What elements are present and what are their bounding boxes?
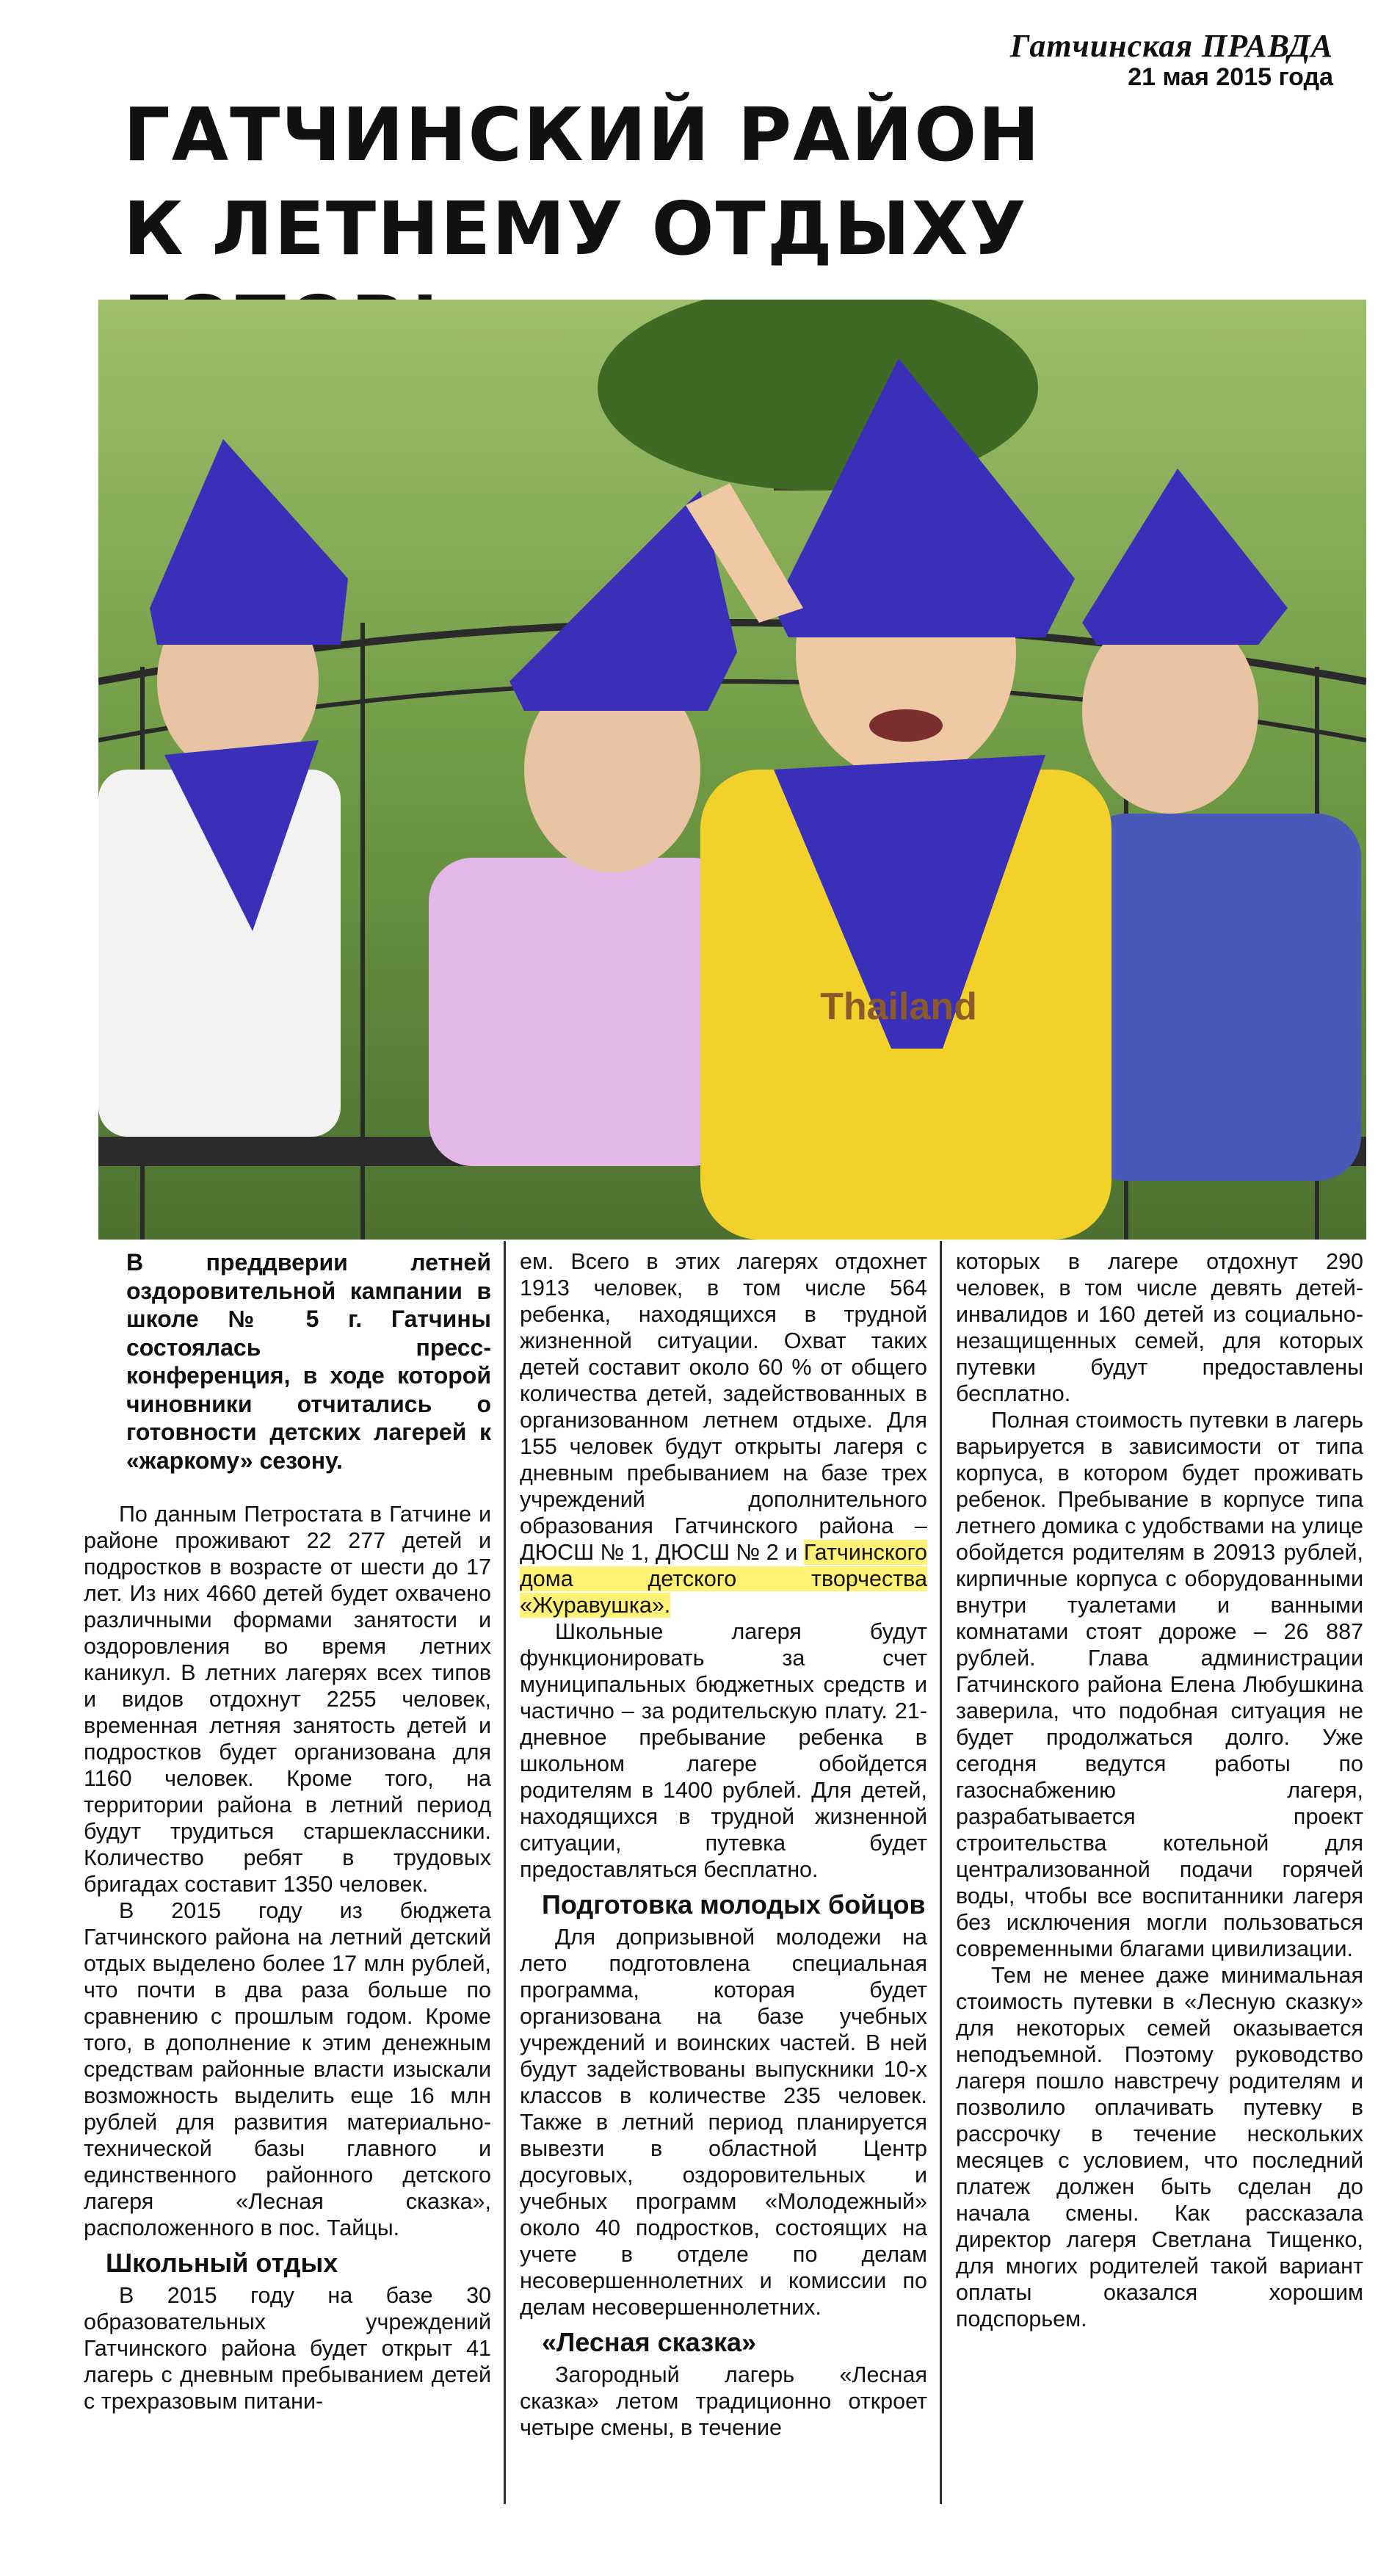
- paragraph: [520, 1248, 927, 1618]
- paragraph: Загородный лагерь «Лесная сказка» летом традиционно откроет четыре смены, в течение: [520, 2362, 927, 2440]
- newspaper-title: Гатчинская ПРАВДА: [1009, 28, 1333, 64]
- column-divider-1: [504, 1241, 506, 2504]
- issue-date: 21 мая 2015 года: [1128, 63, 1333, 91]
- headline-line-1: ГАТЧИНСКИЙ РАЙОН: [123, 92, 1041, 178]
- subheading-school-rest: Школьный отдых: [106, 2248, 338, 2278]
- paragraph: Тем не менее даже минимальная стоимость путевки в «Лесную сказку» для некоторых семей оказывается неподъемной. Поэтому руководство лагеря пошло навстречу родителям и позволило оплачивать путевку в рассрочку в течение нескольких месяцев с условием, что последний платеж должен быть сделан до начала смены. Как рассказала директор лагеря Светлана Тищенко, для многих родителей такой вариант оплаты оказался хорошим подспорьем.: [956, 1963, 1363, 2331]
- shirt-print-text: Thailand: [820, 985, 977, 1028]
- highlighted-text: Гатчинского дома детского творчества «Журавушка».: [520, 1540, 927, 1618]
- article-lead: В преддверии летней оздоровительной кампании в школе № 5 г. Гатчины состоялась пресс-конференция, в ходе которой чиновники отчитались о готовности детских лагерей к «жаркому» сезону.: [126, 1249, 491, 1474]
- masthead: [1010, 29, 1333, 91]
- article-column-3: [956, 1248, 1363, 2332]
- photo-children-in-caps: [98, 300, 1366, 1240]
- headline-line-2: К ЛЕТНЕМУ ОТДЫХУ: [123, 186, 1028, 272]
- column-divider-2: [940, 1241, 942, 2504]
- paragraph: Школьные лагеря будут функционировать за счет муниципальных бюджетных средств и частично – за родительскую плату. 21-дневное пребывание ребенка в школьном лагере обойдется родителям в 1400 рублей. Для детей, находящихся в трудной жизненной ситуации, путевка будет предоставляться бесплатно.: [520, 1619, 927, 1882]
- article-column-2: [520, 1248, 927, 2441]
- subheading-young-fighters: Подготовка молодых бойцов: [542, 1889, 926, 1920]
- paragraph-text: ем. Всего в этих лагерях отдохнет 1913 человек, в том числе 564 ребенка, находящихся в трудной жизненной ситуации. Охват таких детей составит около 60 % от общего количества детей, задействованных в организованном летнем отдыхе. Для 155 человек будут открыты лагеря с дневным пребыванием на базе трех учреждений дополнительного образования Гатчинского района – ДЮСШ № 1, ДЮСШ № 2 и: [520, 1249, 927, 1565]
- paragraph: По данным Петростата в Гатчине и районе проживают 22 277 детей и подростков в возрасте от шести до 17 лет. Из них 4660 детей будет охвачено различными формами занятости и оздоровления во время летних каникул. В летних лагерях всех типов и видов отдохнут 2255 человек, временная летняя занятость детей и подростков будет организована для 1160 человек. Кроме того, на территории района в летний период будут трудиться старшеклассники. Количество ребят в трудовых бригадах составит 1350 человек.: [84, 1502, 491, 1897]
- subheading-lesnaya-skazka: «Лесная сказка»: [542, 2327, 757, 2357]
- paragraph: которых в лагере отдохнут 290 человек, в том числе девять детей-инвалидов и 160 детей из социально-незащищенных семей, для которых путевки будут предоставлены бесплатно.: [956, 1249, 1363, 1406]
- paragraph: Полная стоимость путевки в лагерь варьируется в зависимости от типа корпуса, в котором будет проживать ребенок. Пребывание в корпусе типа летнего домика с удобствами на улице обойдется родителям в 20913 рублей, кирпичные корпуса с оборудованными внутри туалетами и ванными комнатами стоят дороже – 26 887 рублей. Глава администрации Гатчинского района Елена Любушкина заверила, что подобная ситуация не будет продолжаться долго. Уже сегодня ведутся работы по газоснабжению лагеря, разрабатывается проект строительства котельной для централизованной подачи горячей воды, чтобы все воспитанники лагеря без исключения могли пользоваться современными благами цивилизации.: [956, 1408, 1363, 1961]
- article-column-1: [84, 1248, 491, 2414]
- paragraph: Для допризывной молодежи на лето подготовлена специальная программа, которая будет организована на базе учебных учреждений и воинских частей. В ней будут задействованы выпускники 10-х классов в количестве 235 человек. Также в летний период планируется вывезти в областной Центр досуговых, оздоровительных и учебных программ «Молодежный» около 40 подростков, состоящих на учете в отделе по делам несовершеннолетних и комиссии по делам несовершеннолетних.: [520, 1925, 927, 2320]
- article-photo: [98, 300, 1366, 1240]
- paragraph: В 2015 году на базе 30 образовательных учреждений Гатчинского района будет открыт 41 лагерь с дневным пребыванием детей с трехразовым питани-: [84, 2283, 491, 2414]
- paragraph: В 2015 году из бюджета Гатчинского района на летний детский отдых выделено более 17 млн рублей, что почти в два раза больше по сравнению с прошлым годом. Кроме того, в дополнение к этим денежным средствам районные власти изыскали возможность выделить еще 16 млн рублей для развития материально-технической базы главного и единственного районного детского лагеря «Лесная сказка», расположенного в пос. Тайцы.: [84, 1898, 491, 2240]
